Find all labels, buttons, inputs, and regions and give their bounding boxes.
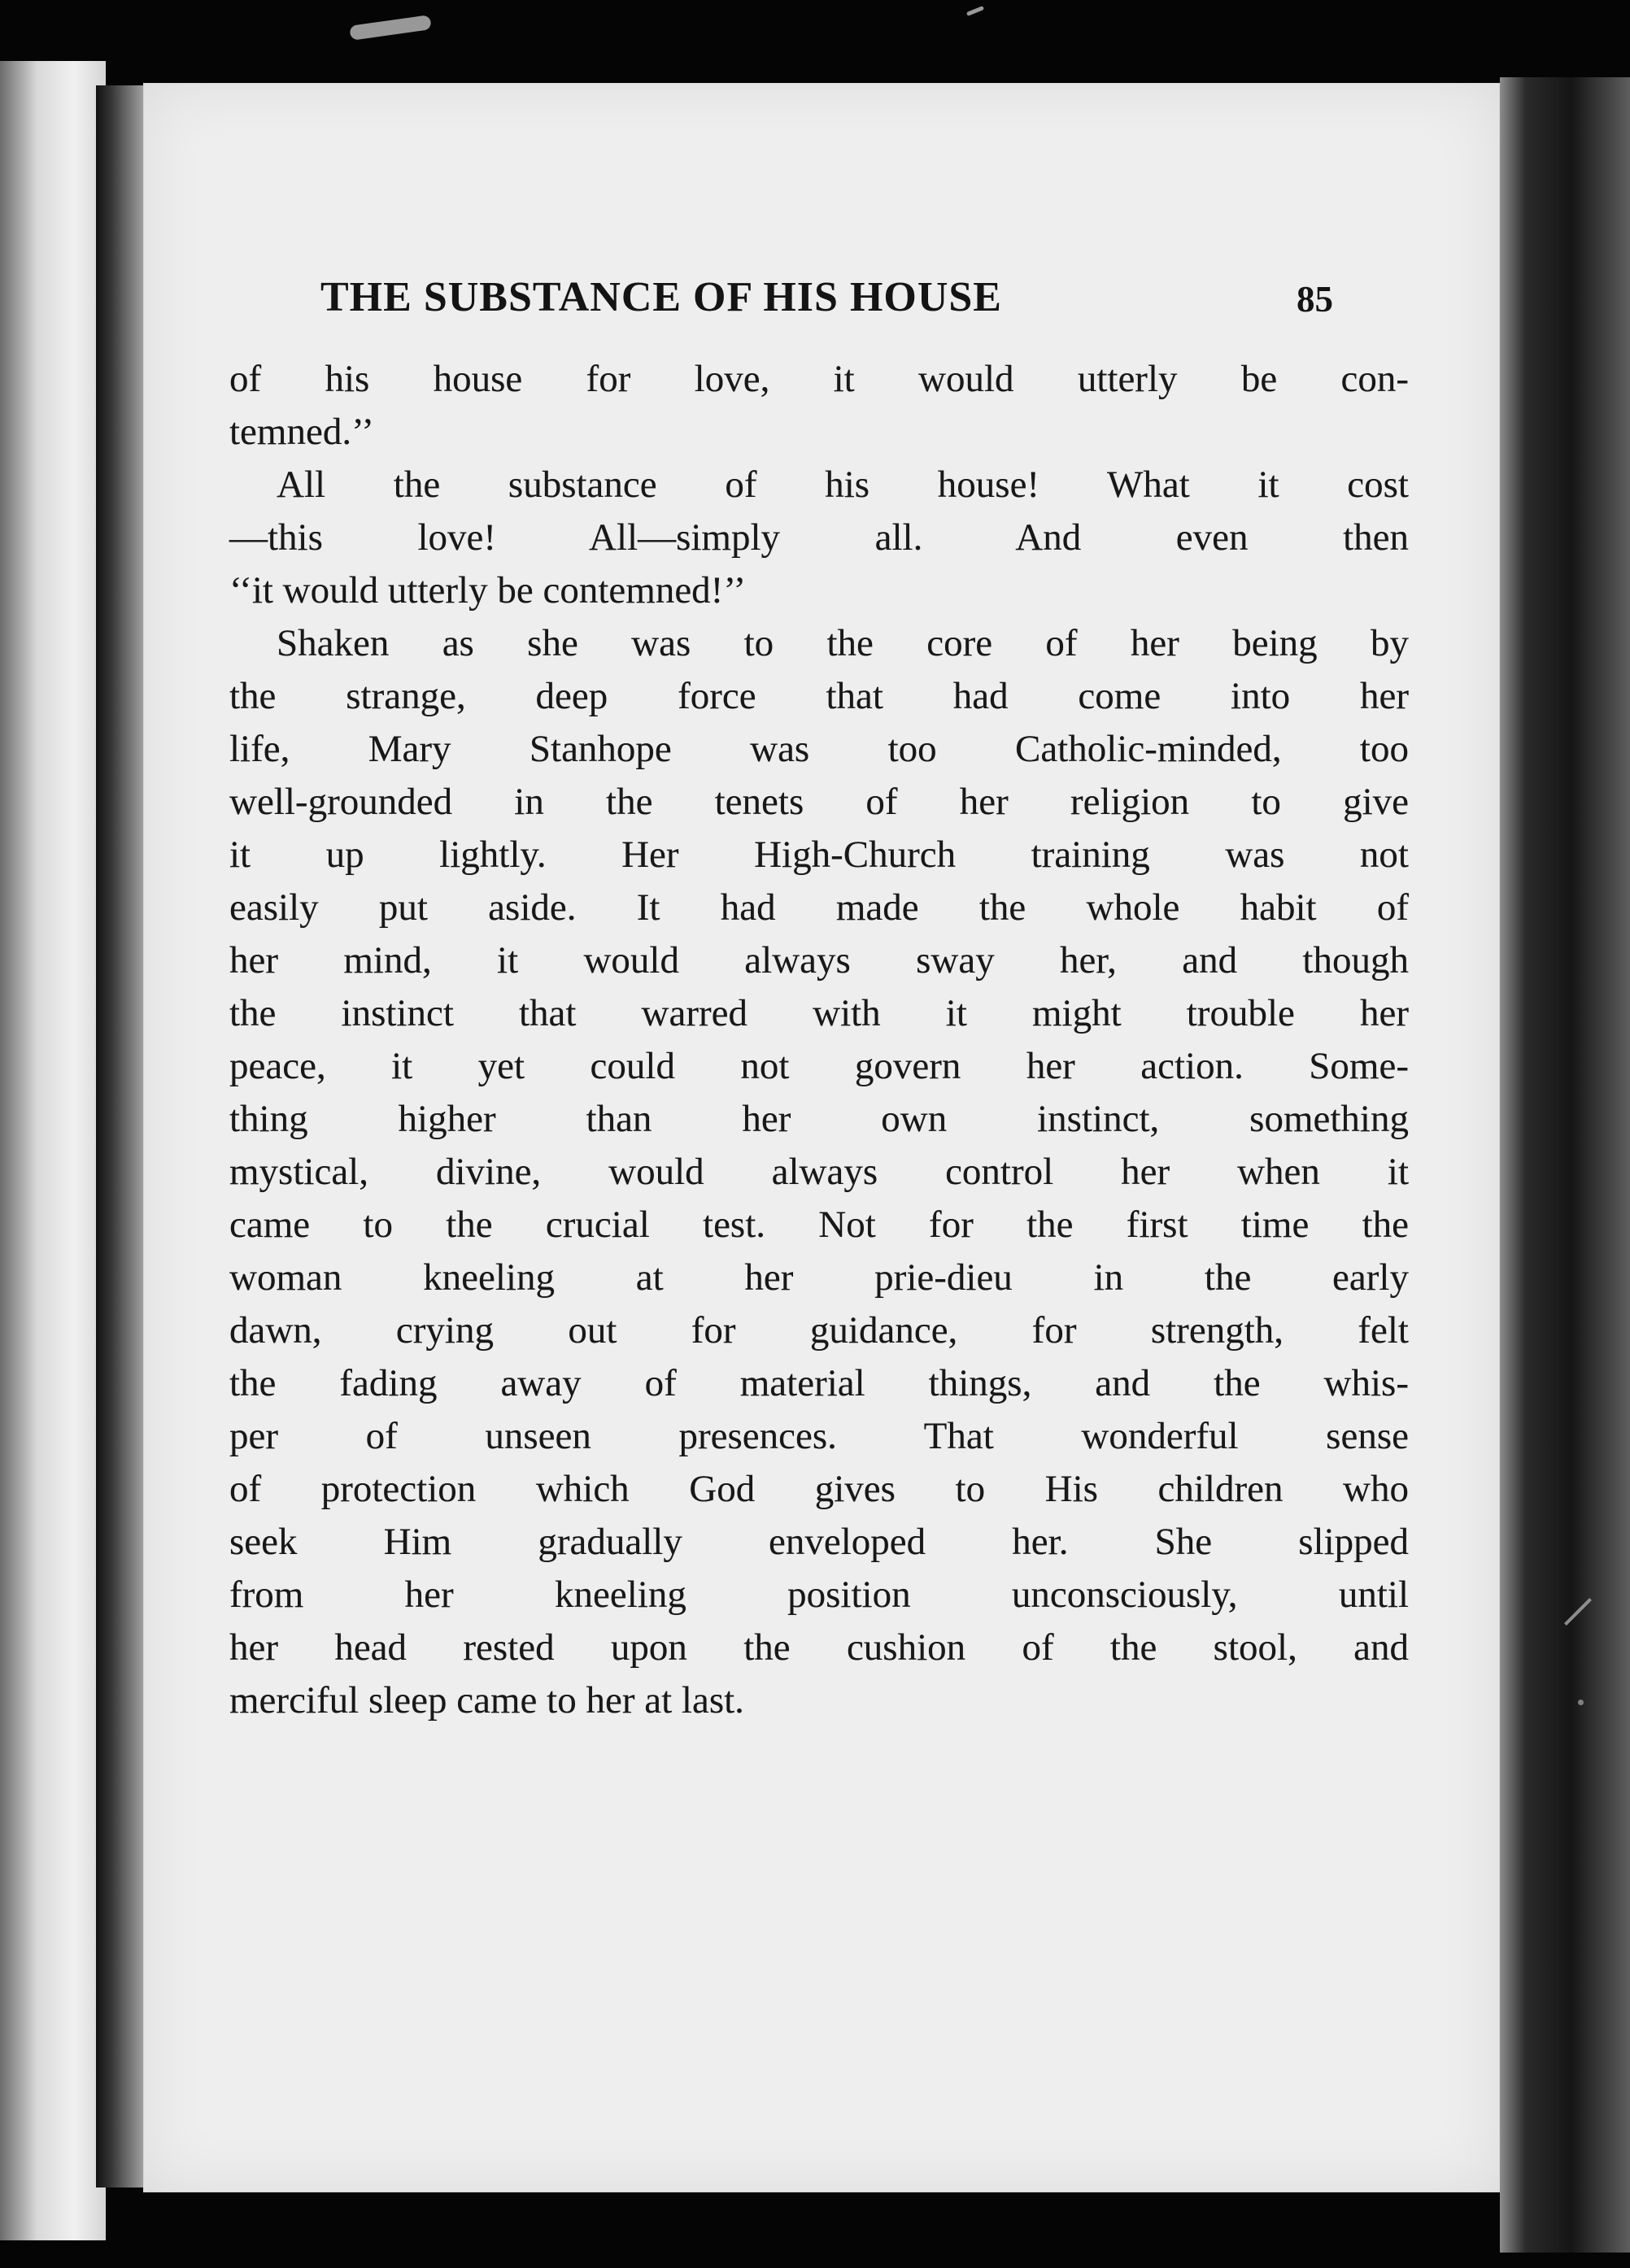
page-body-text xyxy=(229,353,1409,1727)
scan-dot-mark xyxy=(1578,1700,1584,1705)
running-head xyxy=(229,273,1409,333)
text-line: temned.’’ xyxy=(229,411,374,453)
text-line: the fading away of material things, and the whis- xyxy=(229,1362,1409,1404)
text-line: peace, it yet could not govern her action. Some- xyxy=(229,1045,1409,1087)
page-number: 85 xyxy=(1297,279,1333,320)
facing-page-edge xyxy=(0,61,106,2240)
text-line: woman kneeling at her prie-dieu in the early xyxy=(229,1256,1409,1299)
text-line: mystical, divine, would always control her when it xyxy=(229,1151,1409,1193)
text-line: the instinct that warred with it might trouble her xyxy=(229,992,1409,1034)
text-line: merciful sleep came to her at last. xyxy=(229,1679,744,1722)
text-line: her mind, it would always sway her, and though xyxy=(229,939,1409,982)
text-line: her head rested upon the cushion of the stool, and xyxy=(229,1626,1409,1669)
text-line: All the substance of his house! What it cost xyxy=(277,464,1409,506)
text-line: seek Him gradually enveloped her. She slipped xyxy=(229,1521,1409,1563)
text-line: per of unseen presences. That wonderful sense xyxy=(229,1415,1409,1457)
text-line: dawn, crying out for guidance, for strength, felt xyxy=(229,1309,1409,1352)
text-line: of protection which God gives to His children who xyxy=(229,1468,1409,1510)
text-line: of his house for love, it would utterly be con- xyxy=(229,358,1409,400)
page-stack-edge xyxy=(1500,77,1630,2253)
text-line: Shaken as she was to the core of her being by xyxy=(277,622,1409,664)
text-line: from her kneeling position unconsciously, until xyxy=(229,1574,1409,1616)
text-line: life, Mary Stanhope was too Catholic-minded, too xyxy=(229,728,1409,770)
text-line: thing higher than her own instinct, something xyxy=(229,1098,1409,1140)
text-line: came to the crucial test. Not for the first time the xyxy=(229,1204,1409,1246)
book-page xyxy=(143,83,1500,2192)
text-line: —this love! All—simply all. And even then xyxy=(229,516,1409,559)
text-line: it up lightly. Her High-Church training was not xyxy=(229,834,1409,876)
text-line: easily put aside. It had made the whole habit of xyxy=(229,886,1409,929)
text-line: ‘‘it would utterly be contemned!’’ xyxy=(229,569,747,612)
book-binding-gutter xyxy=(96,85,143,2187)
page-content xyxy=(229,273,1409,1727)
text-line: well-grounded in the tenets of her religion to give xyxy=(229,781,1409,823)
running-title: THE SUBSTANCE OF HIS HOUSE xyxy=(320,274,1002,320)
text-line: the strange, deep force that had come into her xyxy=(229,675,1409,717)
